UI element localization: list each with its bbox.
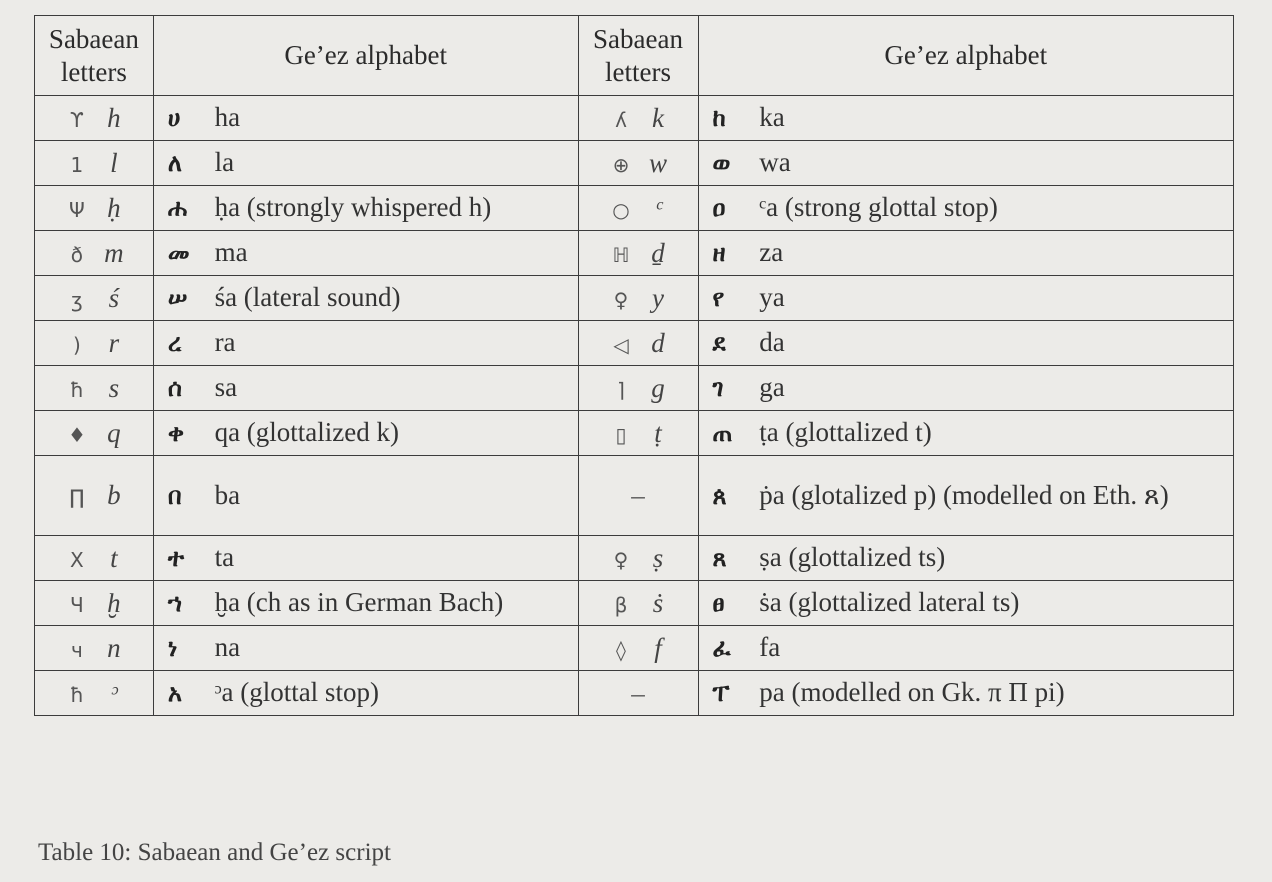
table-row [35, 581, 1234, 626]
table-row [35, 536, 1234, 581]
sabaean-letter-cell [35, 456, 154, 536]
geez-pronunciation: sa [214, 372, 238, 402]
sabaean-letter-cell [35, 626, 154, 671]
geez-glyph: ቀ [167, 419, 184, 447]
geez-pronunciation: da [759, 327, 785, 357]
table-row [35, 411, 1234, 456]
transliteration: h [107, 102, 121, 133]
sabaean-letter-cell [578, 141, 698, 186]
geez-cell [153, 231, 578, 276]
sabaean-glyph: ◁ [613, 332, 629, 357]
transliteration: ḏ [651, 237, 665, 268]
sabaean-letter-cell [35, 536, 154, 581]
script-table [34, 15, 1234, 716]
table-row [35, 626, 1234, 671]
sabaean-letter-cell [35, 321, 154, 366]
geez-cell [698, 276, 1233, 321]
transliteration: r [108, 327, 120, 358]
table-body [35, 96, 1234, 716]
sabaean-glyph: ♦ [67, 422, 86, 447]
geez-cell [698, 581, 1233, 626]
geez-glyph: ጠ [712, 419, 733, 447]
sabaean-letter-cell [35, 141, 154, 186]
table-row [35, 96, 1234, 141]
geez-pronunciation: ra [214, 327, 236, 357]
geez-glyph: ፈ [712, 634, 731, 662]
geez-cell [698, 186, 1233, 231]
sabaean-glyph: 1 [70, 152, 84, 177]
transliteration: w [648, 147, 667, 178]
geez-glyph: ነ [167, 634, 178, 662]
table-row [35, 456, 1234, 536]
geez-cell [698, 536, 1233, 581]
geez-glyph: ፐ [712, 679, 730, 707]
geez-glyph: ገ [712, 374, 724, 402]
geez-cell [698, 231, 1233, 276]
header-sabaean-letters: Sabaean letters [578, 16, 698, 96]
transliteration: ᵓ [110, 677, 118, 708]
geez-glyph: ሀ [167, 104, 181, 132]
geez-pronunciation: qa (glottalized k) [214, 417, 399, 447]
sabaean-letter-cell [578, 671, 698, 716]
transliteration: l [110, 147, 118, 178]
transliteration: ḥ [107, 192, 121, 223]
sabaean-glyph: ð [70, 242, 84, 267]
sabaean-glyph: Ч [70, 592, 84, 617]
sabaean-glyph: ♀ [613, 287, 629, 312]
geez-pronunciation: ha [214, 102, 241, 132]
table-row [35, 321, 1234, 366]
sabaean-letter-cell [578, 456, 698, 536]
table-header-row [35, 16, 1234, 96]
sabaean-letter-cell [578, 321, 698, 366]
sabaean-letter-cell [35, 276, 154, 321]
geez-pronunciation: ḥa (strongly whispered h) [214, 192, 492, 222]
geez-glyph: ፀ [712, 589, 725, 617]
sabaean-letter-cell [35, 581, 154, 626]
sabaean-glyph: ч [70, 637, 83, 662]
geez-glyph: ወ [712, 149, 731, 177]
geez-cell [153, 141, 578, 186]
geez-cell [153, 411, 578, 456]
geez-glyph: በ [167, 481, 182, 510]
geez-glyph: ጰ [712, 481, 727, 510]
geez-cell [153, 626, 578, 671]
geez-pronunciation: fa [759, 632, 781, 662]
transliteration: q [107, 417, 121, 448]
geez-glyph: ዘ [712, 239, 726, 267]
sabaean-letter-cell [35, 231, 154, 276]
sabaean-letter-cell [578, 186, 698, 231]
geez-glyph: ተ [167, 544, 185, 572]
sabaean-letter-cell [578, 581, 698, 626]
geez-cell [153, 536, 578, 581]
geez-glyph: ደ [712, 329, 726, 357]
geez-cell [153, 456, 578, 536]
transliteration: ś [108, 282, 120, 313]
geez-pronunciation: ṡa (glottalized lateral ts) [759, 587, 1020, 617]
transliteration: ᶜ [654, 192, 662, 223]
sabaean-letter-cell [578, 411, 698, 456]
geez-cell [153, 276, 578, 321]
transliteration: t [110, 542, 118, 573]
sabaean-letter-cell [578, 231, 698, 276]
transliteration: n [107, 632, 121, 663]
transliteration: ṡ [652, 587, 664, 618]
geez-glyph: መ [167, 239, 190, 267]
geez-glyph: ሰ [167, 374, 182, 402]
geez-pronunciation: ṭa (glottalized t) [759, 417, 932, 447]
geez-cell [153, 581, 578, 626]
transliteration: ḫ [107, 587, 121, 618]
geez-pronunciation: śa (lateral sound) [214, 282, 401, 312]
empty-dash: – [631, 480, 645, 510]
transliteration: s [108, 372, 120, 403]
table-row [35, 366, 1234, 411]
geez-cell [153, 96, 578, 141]
sabaean-letter-cell [578, 276, 698, 321]
geez-cell [698, 411, 1233, 456]
geez-glyph: ከ [712, 104, 726, 132]
sabaean-glyph: ℍ [612, 242, 630, 267]
table-row [35, 671, 1234, 716]
geez-pronunciation: ḫa (ch as in German Bach) [214, 587, 504, 617]
sabaean-glyph: ) [73, 332, 81, 357]
geez-glyph: ለ [167, 149, 182, 177]
header-geez-alphabet: Ge’ez alphabet [698, 16, 1233, 96]
sabaean-glyph: ϒ [69, 107, 84, 132]
geez-pronunciation: za [759, 237, 784, 267]
geez-pronunciation: ka [759, 102, 785, 132]
sabaean-letter-cell [578, 536, 698, 581]
sabaean-letter-cell [35, 671, 154, 716]
geez-pronunciation: na [214, 632, 241, 662]
geez-glyph: ሐ [167, 194, 188, 222]
sabaean-letter-cell [578, 366, 698, 411]
sabaean-letter-cell [578, 96, 698, 141]
sabaean-glyph: ħ [69, 377, 84, 402]
geez-cell [698, 626, 1233, 671]
table-row [35, 276, 1234, 321]
geez-cell [153, 671, 578, 716]
geez-pronunciation: ṣa (glottalized ts) [759, 542, 946, 572]
header-geez-alphabet: Ge’ez alphabet [153, 16, 578, 96]
sabaean-glyph: ◊ [616, 637, 626, 662]
geez-pronunciation: ᵓa (glottal stop) [214, 677, 379, 707]
transliteration: m [104, 237, 124, 268]
table-row [35, 186, 1234, 231]
geez-pronunciation: ba [214, 479, 241, 510]
geez-pronunciation: ᶜa (strong glottal stop) [759, 192, 998, 222]
geez-glyph: ኀ [167, 589, 182, 617]
sabaean-letter-cell [35, 96, 154, 141]
sabaean-glyph: X [70, 547, 84, 572]
geez-cell [153, 366, 578, 411]
geez-cell [698, 671, 1233, 716]
geez-pronunciation: ta [214, 542, 235, 572]
sabaean-glyph: ○ [612, 197, 630, 222]
sabaean-glyph: ∏ [69, 485, 85, 509]
sabaean-letter-cell [35, 366, 154, 411]
geez-glyph: የ [712, 284, 725, 312]
header-sabaean-letters: Sabaean letters [35, 16, 154, 96]
geez-pronunciation: ga [759, 372, 785, 402]
table-row [35, 141, 1234, 186]
sabaean-glyph: ʒ [71, 287, 83, 312]
sabaean-glyph: ⊕ [612, 152, 630, 177]
transliteration: f [654, 632, 662, 663]
transliteration: ṣ [652, 542, 664, 573]
geez-pronunciation: ya [759, 282, 785, 312]
geez-pronunciation: ṗa (glotalized p) (modelled on Eth. ጸ) [759, 479, 1169, 510]
sabaean-glyph: ħ [69, 682, 84, 707]
geez-pronunciation: la [214, 147, 235, 177]
geez-pronunciation: ma [214, 237, 248, 267]
sabaean-glyph: β [614, 592, 628, 617]
sabaean-glyph: ▯ [615, 422, 627, 447]
geez-cell [698, 456, 1233, 536]
geez-cell [698, 96, 1233, 141]
sabaean-glyph: Ψ [69, 197, 85, 222]
geez-pronunciation: wa [759, 147, 791, 177]
geez-cell [698, 366, 1233, 411]
transliteration: ṭ [654, 417, 662, 448]
geez-glyph: ሠ [167, 284, 188, 312]
geez-glyph: አ [167, 679, 182, 707]
table-caption: Table 10: Sabaean and Ge’ez script [38, 839, 391, 866]
sabaean-letter-cell [578, 626, 698, 671]
geez-cell [698, 141, 1233, 186]
sabaean-letter-cell [35, 186, 154, 231]
sabaean-letter-cell [35, 411, 154, 456]
transliteration: y [652, 282, 664, 313]
geez-glyph: ረ [167, 329, 182, 357]
transliteration: b [107, 480, 121, 510]
sabaean-glyph: ♀ [613, 547, 629, 572]
geez-glyph: ዐ [712, 194, 726, 222]
sabaean-glyph: ʎ [615, 107, 627, 132]
transliteration: k [652, 102, 664, 133]
geez-pronunciation: pa (modelled on Gk. π Π pi) [759, 677, 1065, 707]
geez-cell [153, 321, 578, 366]
table-row [35, 231, 1234, 276]
geez-cell [698, 321, 1233, 366]
geez-glyph: ጸ [712, 544, 727, 572]
transliteration: g [651, 372, 665, 403]
sabaean-glyph: ⌉ [617, 377, 625, 402]
empty-dash: – [631, 677, 645, 708]
geez-cell [153, 186, 578, 231]
transliteration: d [651, 327, 665, 358]
